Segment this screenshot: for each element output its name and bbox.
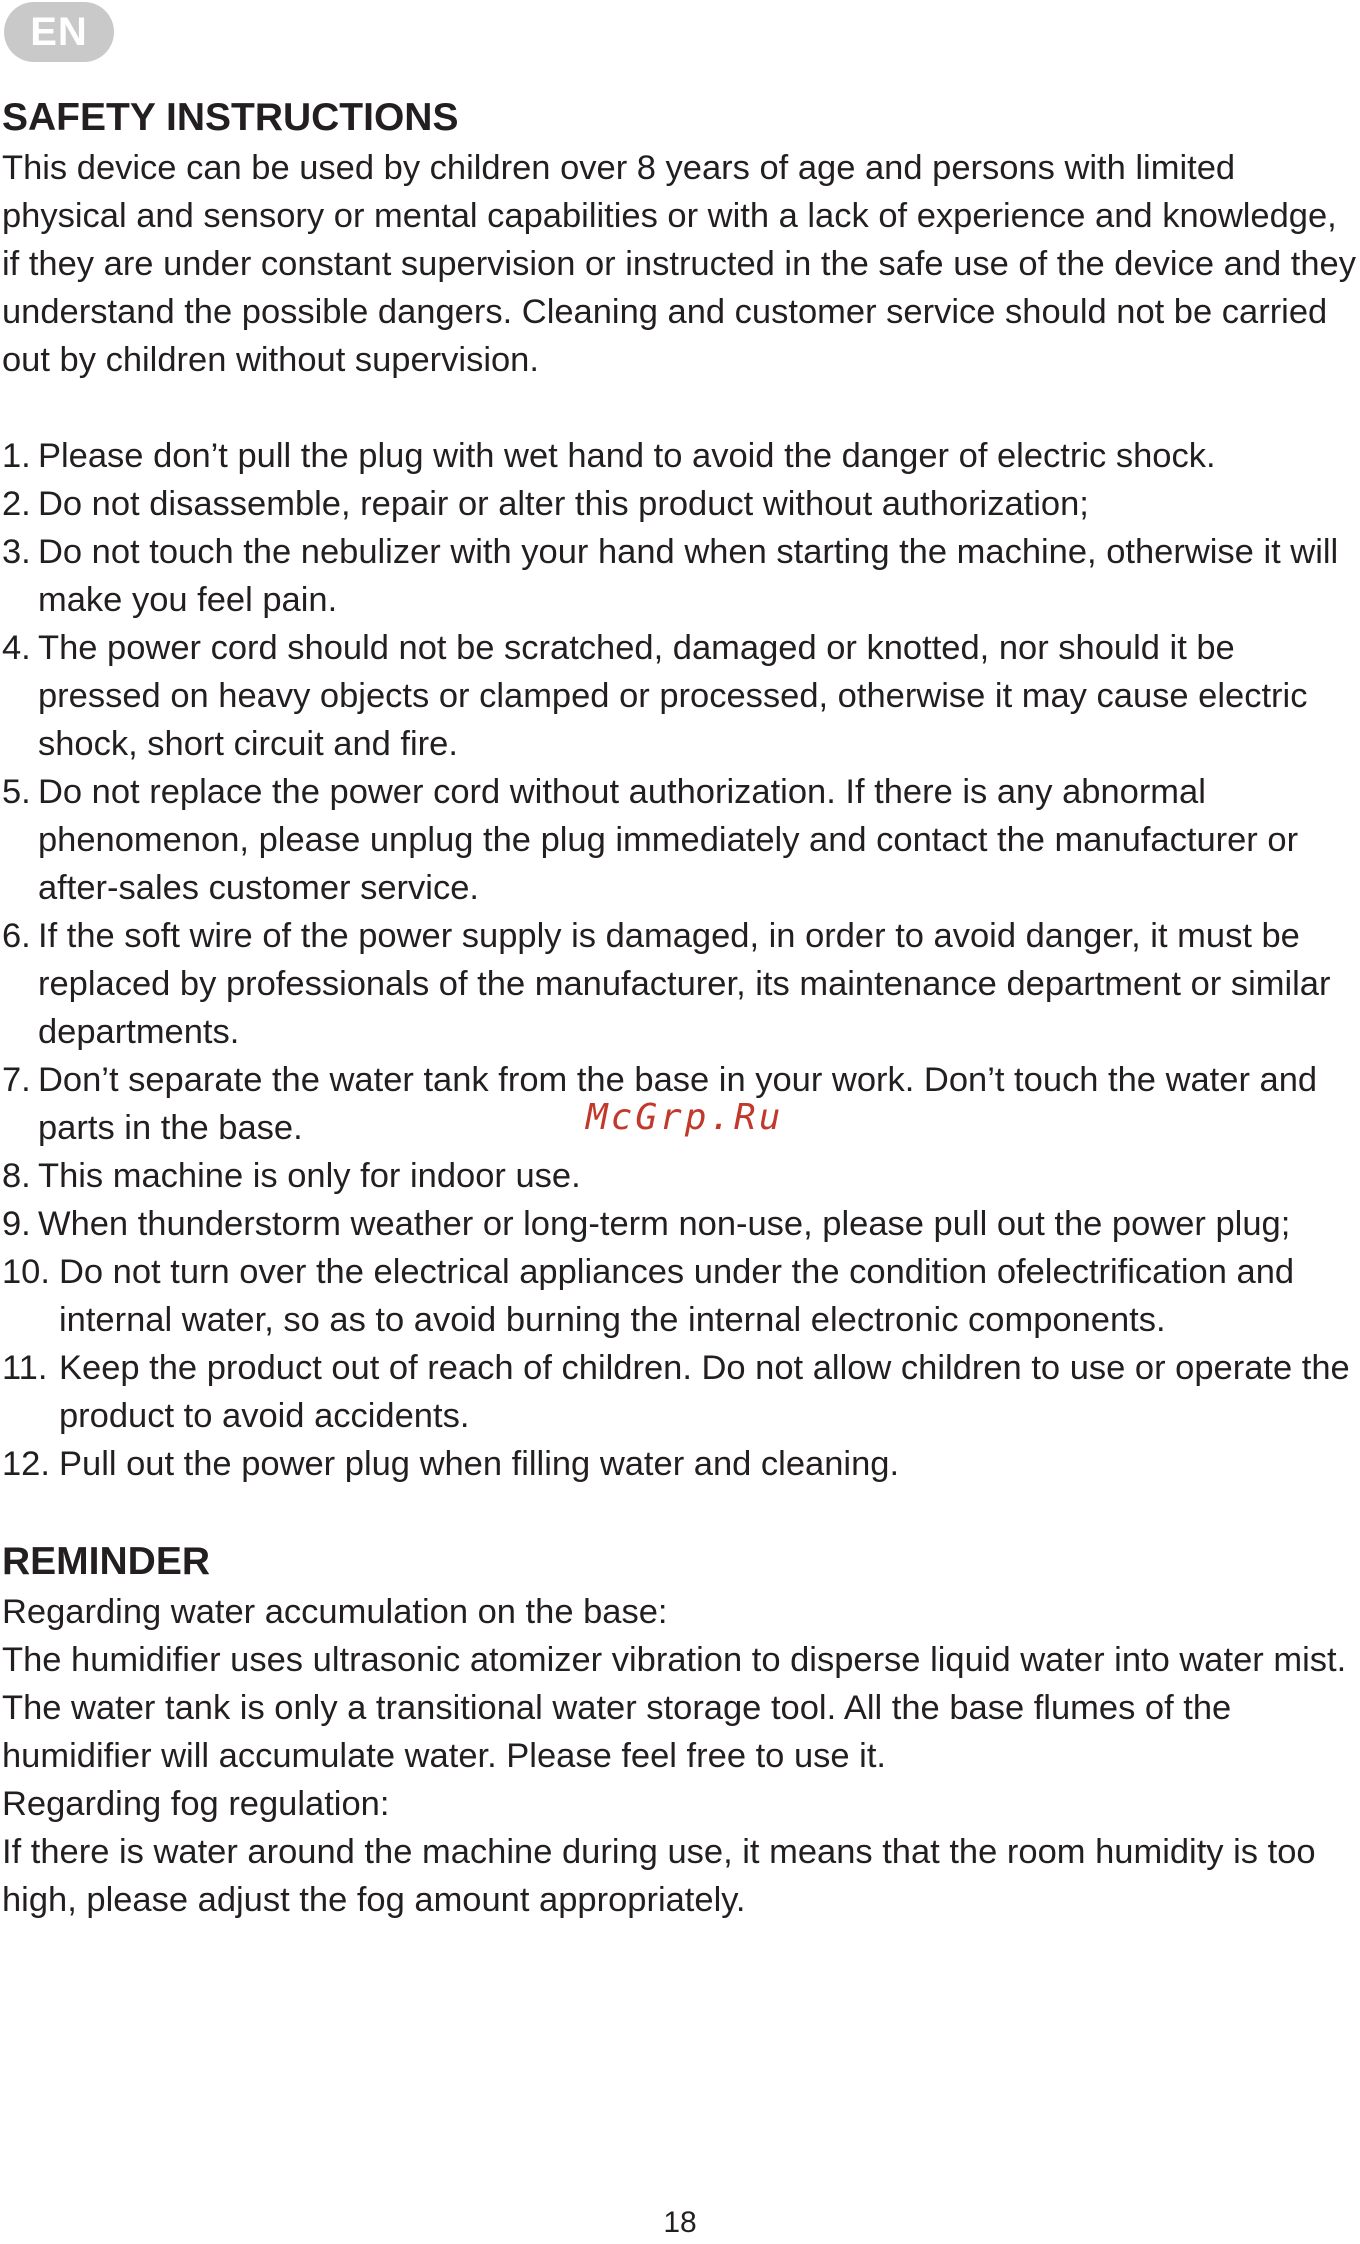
- list-item: [2, 1248, 1358, 1344]
- item-number: 1.: [2, 437, 31, 475]
- item-number: 8.: [2, 1157, 31, 1195]
- item-text: Do not disassemble, repair or alter this product without authorization;: [38, 485, 1089, 523]
- language-badge: EN: [4, 2, 114, 62]
- list-item: [2, 432, 1358, 480]
- item-text: Do not touch the nebulizer with your hand when starting the machine, otherwise it will make you feel pain.: [38, 533, 1339, 619]
- item-text: Please don’t pull the plug with wet hand to avoid the danger of electric shock.: [38, 437, 1216, 475]
- watermark-text: McGrp.Ru: [586, 1097, 784, 1138]
- safety-list: [2, 432, 1358, 1488]
- reminder-line: Regarding water accumulation on the base:: [2, 1593, 668, 1631]
- reminder-line: If there is water around the machine during use, it means that the room humidity is too high, please adjust the fog amount appropriately.: [2, 1833, 1316, 1919]
- item-text: Do not turn over the electrical appliances under the condition ofelectrification and internal water, so as to avoid burning the internal electronic components.: [59, 1253, 1295, 1339]
- list-item: [2, 624, 1358, 768]
- item-number: 10.: [2, 1253, 50, 1291]
- item-number: 4.: [2, 629, 31, 667]
- item-number: 5.: [2, 773, 31, 811]
- list-item: [2, 912, 1358, 1056]
- reminder-title: REMINDER: [2, 1540, 211, 1583]
- list-item: [2, 1440, 1358, 1488]
- reminder-line: The humidifier uses ultrasonic atomizer vibration to disperse liquid water into water mist. The water tank is only a transitional water storage tool. All the base flumes of the humidifier will accumulate water. Please feel free to use it.: [2, 1641, 1347, 1775]
- item-number: 9.: [2, 1205, 31, 1243]
- list-item: [2, 1152, 1358, 1200]
- page-number: 18: [663, 2206, 697, 2239]
- document-body: [2, 92, 1358, 1924]
- item-text: Keep the product out of reach of children. Do not allow children to use or operate the product to avoid accidents.: [59, 1349, 1350, 1435]
- list-item: [2, 528, 1358, 624]
- list-item: [2, 480, 1358, 528]
- item-number: 12.: [2, 1445, 50, 1483]
- reminder-line: Regarding fog regulation:: [2, 1785, 390, 1823]
- item-text: This machine is only for indoor use.: [38, 1157, 581, 1195]
- item-number: 6.: [2, 917, 31, 955]
- item-text: If the soft wire of the power supply is damaged, in order to avoid danger, it must be replaced by professionals of the manufacturer, its maintenance department or similar departments.: [38, 917, 1331, 1051]
- safety-intro: This device can be used by children over 8 years of age and persons with limited physical and sensory or mental capabilities or with a lack of experience and knowledge, if they are under constant supervision or instructed in the safe use of the device and they understand the possible dangers. Cleaning and customer service should not be carried out by children without supervision.: [2, 149, 1356, 379]
- item-text: Pull out the power plug when filling water and cleaning.: [59, 1445, 900, 1483]
- item-text: When thunderstorm weather or long-term non-use, please pull out the power plug;: [38, 1205, 1291, 1243]
- item-number: 7.: [2, 1061, 31, 1099]
- list-item: [2, 1344, 1358, 1440]
- safety-title: SAFETY INSTRUCTIONS: [2, 96, 459, 139]
- item-text: Don’t separate the water tank from the base in your work. Don’t touch the water and parts in the base.: [38, 1061, 1318, 1147]
- list-item: [2, 1200, 1358, 1248]
- item-text: Do not replace the power cord without authorization. If there is any abnormal phenomenon, please unplug the plug immediately and contact the manufacturer or after-sales customer service.: [38, 773, 1299, 907]
- list-item: [2, 768, 1358, 912]
- item-number: 11.: [2, 1349, 48, 1387]
- item-text: The power cord should not be scratched, damaged or knotted, nor should it be pressed on heavy objects or clamped or processed, otherwise it may cause electric shock, short circuit and fire.: [38, 629, 1308, 763]
- item-number: 2.: [2, 485, 31, 523]
- item-number: 3.: [2, 533, 31, 571]
